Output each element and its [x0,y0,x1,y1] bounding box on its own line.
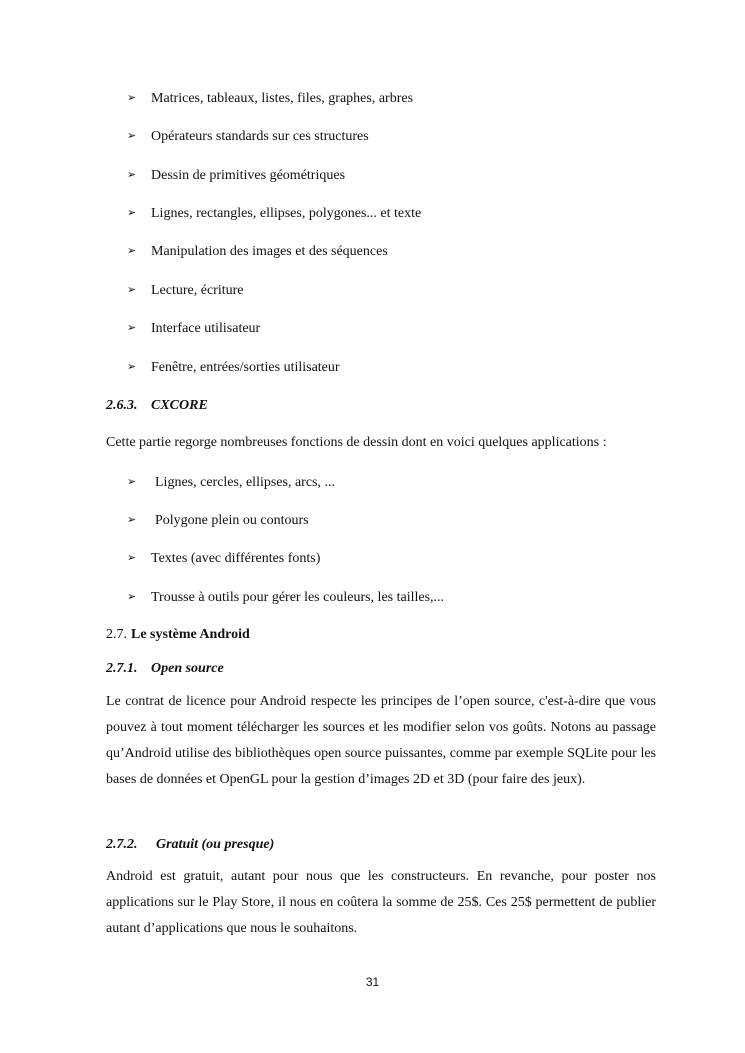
paragraph-gratuit: Android est gratuit, autant pour nous que les constructeurs. En revanche, pour poster nos applications sur le Play Store, il nous en coûtera la somme de 25$. Ces 25$ permettent de publier autant d’applications que nous le souhaitons. [106,869,656,936]
arrow-bullet-icon: ➢ [127,244,137,257]
list-item: ➢ Opérateurs standards sur ces structures [127,129,369,144]
arrow-bullet-icon: ➢ [127,551,137,564]
arrow-bullet-icon: ➢ [127,360,137,373]
arrow-bullet-icon: ➢ [127,129,137,142]
list-item: ➢ Fenêtre, entrées/sorties utilisateur [127,360,340,375]
section-heading-2-7-1: 2.7.1. Open source [106,661,224,676]
page-number: 31 [365,975,380,989]
list-item: ➢ Dessin de primitives géométriques [127,168,346,183]
paragraph-open-source: Le contrat de licence pour Android respecte les principes de l’open source, c'est-à-dire que vous pouvez à tout moment télécharger les sources et les modifier selon vos goûts. Notons au passage qu’Android utilise des bibliothèques open source puissantes, comme par exemple SQLite pour les bases de données et OpenGL pour la gestion d’images 2D et 3D (pour faire des jeux). [106,694,656,787]
arrow-bullet-icon: ➢ [127,206,137,219]
arrow-bullet-icon: ➢ [127,283,137,296]
arrow-bullet-icon: ➢ [127,321,137,334]
section-heading-2-6-3: 2.6.3. CXCORE [106,398,208,413]
section-heading-2-7: 2.7. Le système Android [106,627,250,642]
arrow-bullet-icon: ➢ [127,475,137,488]
list-item: ➢ Polygone plein ou contours [127,513,309,528]
arrow-bullet-icon: ➢ [127,590,137,603]
arrow-bullet-icon: ➢ [127,91,137,104]
list-item: ➢ Matrices, tableaux, listes, files, graphes, arbres [127,91,414,106]
section-intro: Cette partie regorge nombreuses fonctions de dessin dont en voici quelques applications : [106,435,607,450]
list-item: ➢ Lignes, rectangles, ellipses, polygones... et texte [127,206,422,221]
arrow-bullet-icon: ➢ [127,168,137,181]
list-item: ➢ Lignes, cercles, ellipses, arcs, ... [127,475,335,490]
list-item: ➢ Lecture, écriture [127,283,244,298]
list-item: ➢ Trousse à outils pour gérer les couleurs, les tailles,... [127,590,445,605]
arrow-bullet-icon: ➢ [127,513,137,526]
list-item: ➢ Textes (avec différentes fonts) [127,551,321,566]
section-heading-2-7-2: 2.7.2. Gratuit (ou presque) [106,837,275,852]
list-item: ➢ Interface utilisateur [127,321,261,336]
list-item: ➢ Manipulation des images et des séquences [127,244,388,259]
